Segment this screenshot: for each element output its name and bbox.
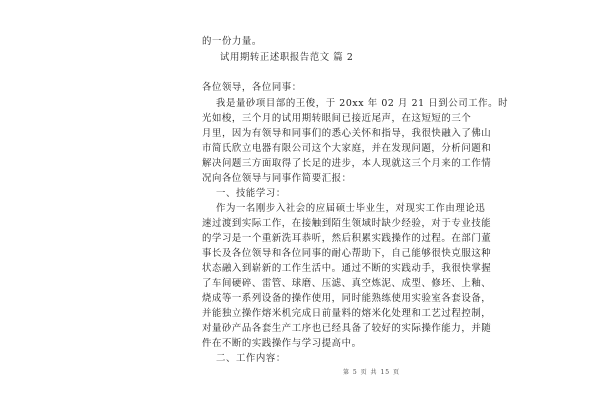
- text-line: 对量砂产品各套生产工序也已经具备了较好的实际操作能力，并随: [202, 323, 492, 334]
- text-line: 烧成等一系列设备的操作使用，同时能熟练使用实验室各套设备，: [202, 293, 492, 304]
- page-number: 第 5 页 共 15 页: [343, 369, 400, 376]
- text-line: 了车间硬碎、雷管、球磨、压滤、真空炼泥、成型、修坯、上釉、: [202, 278, 492, 289]
- salutation: 各位领导，各位同事：: [202, 82, 302, 93]
- text-line: 况向各位领导与同事作简要汇报：: [202, 173, 352, 184]
- text-line: 解决问题三方面取得了长足的进步，本人现就这三个月来的工作情: [202, 158, 492, 169]
- text-line: 的学习是一个重新洗耳恭听，然后积累实践操作的过程。在部门董: [202, 233, 492, 244]
- text-line: 状态融入到崭新的工作生活中。通过不断的实践动手，我很快掌握: [202, 263, 492, 274]
- text-line: 并能独立操作熔米机完成日前量料的熔米化处理和工艺过程控制，: [202, 308, 492, 319]
- text-line: 我是量砂项目部的王俊，于 20xx 年 02 月 21 日到公司工作。时: [216, 98, 509, 109]
- text-line: 市简氏欣立电器有限公司这个大家庭，并在发现问题，分析问题和: [202, 143, 492, 154]
- text-line: 月里，因为有领导和同事们的悉心关怀和指导，我很快融入了佛山: [202, 128, 492, 139]
- text-line: 件在不断的实践操作与学习提高中。: [202, 338, 362, 349]
- text-line: 作为一名刚步入社会的应届硕士毕业生，对现实工作由理论迅: [216, 203, 486, 214]
- text-line: 速过渡到实际工作，在接触到陌生领域时缺少经验，对于专业技能: [202, 218, 492, 229]
- text-line: 光如梭，三个月的试用期转眼间已接近尾声，在这短短的三个: [202, 113, 472, 124]
- section-heading: 二、工作内容：: [216, 353, 286, 364]
- text-line: 的一份力量。: [202, 36, 262, 47]
- section-title: 试用期转正述职报告范文 篇 2: [220, 52, 354, 63]
- section-heading: 一、技能学习：: [216, 188, 286, 199]
- text-line: 事长及各位领导和各位同事的耐心帮助下，自己能够很快克服这种: [202, 248, 492, 259]
